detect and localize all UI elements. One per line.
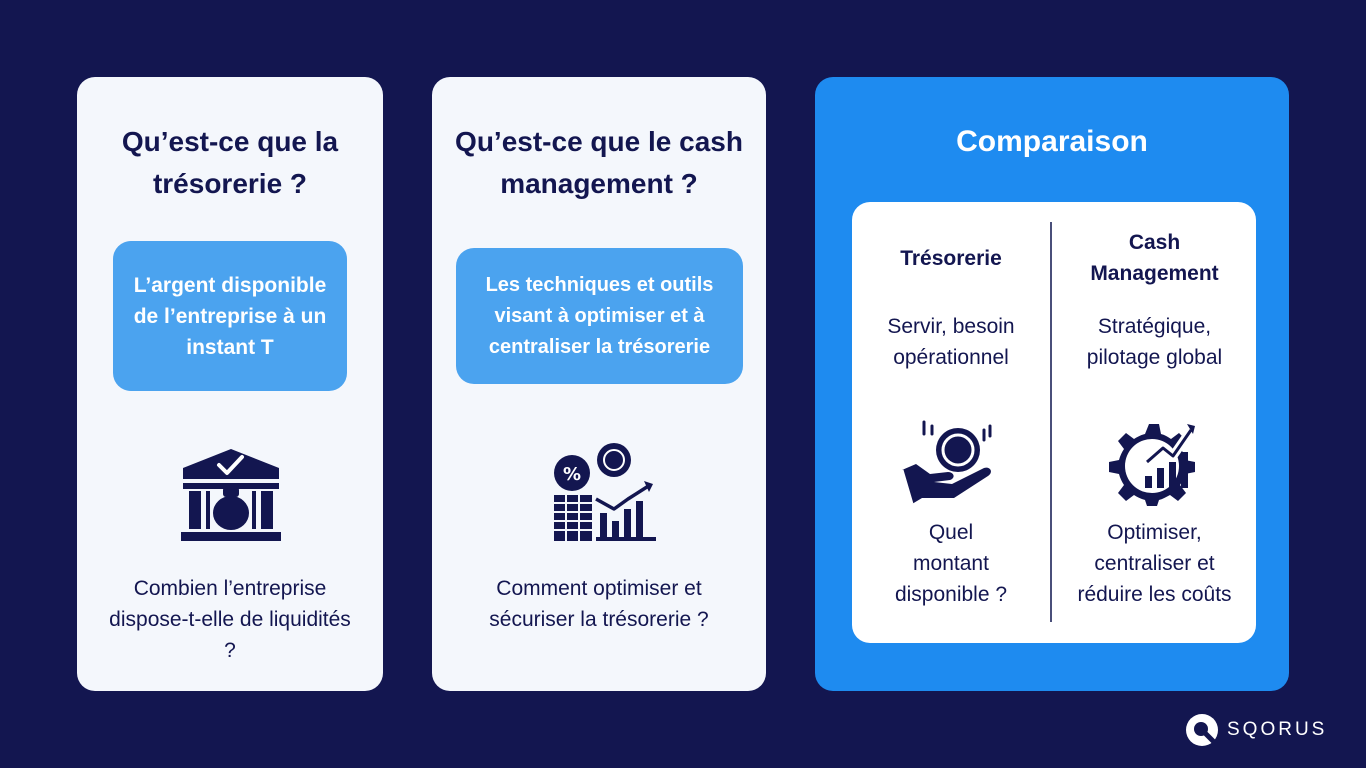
- comparison-card: [815, 77, 1289, 691]
- hand-coin-icon: [900, 420, 996, 504]
- cash-management-card-title: Qu’est-ce que le cash management ?: [455, 126, 743, 199]
- tresorerie-definition: L’argent disponible de l’entreprise à un instant T: [113, 241, 347, 391]
- svg-text:%: %: [562, 464, 582, 485]
- comparison-role-cash-management: Stratégique, pilotage global: [1086, 315, 1223, 369]
- comparison-question-tresorerie: Quel montant disponible ?: [894, 521, 1008, 606]
- comparison-divider: [1050, 222, 1052, 622]
- comparison-column-cash-management: [1053, 202, 1256, 643]
- gear-growth-chart-icon: [1107, 418, 1197, 506]
- tresorerie-card: [77, 77, 383, 691]
- sqorus-logo-icon: [1184, 712, 1220, 748]
- cash-management-question: Comment optimiser et sécuriser la trésorerie ?: [489, 577, 709, 631]
- tresorerie-question: Combien l’entreprise dispose-t-elle de liquidités ?: [109, 577, 351, 662]
- brand-logo: [1184, 712, 1334, 748]
- comparison-column-tresorerie: [852, 202, 1050, 643]
- comparison-heading-cash-management: Cash Management: [1090, 231, 1219, 285]
- comparison-table: [852, 202, 1256, 643]
- brand-name: SQORUS: [1227, 719, 1328, 740]
- comparison-title: Comparaison: [956, 125, 1148, 158]
- bank-money-bag-icon: [181, 449, 281, 541]
- cash-management-definition: Les techniques et outils visant à optimiser et à centraliser la trésorerie: [456, 248, 743, 384]
- comparison-goal-cash-management: Optimiser, centraliser et réduire les coûts: [1077, 521, 1232, 606]
- finance-growth-chart-icon: [552, 441, 658, 541]
- cash-management-card: [432, 77, 766, 691]
- comparison-role-tresorerie: Servir, besoin opérationnel: [887, 315, 1015, 369]
- comparison-heading-tresorerie: Trésorerie: [900, 247, 1002, 270]
- tresorerie-card-title: Qu’est-ce que la trésorerie ?: [121, 126, 339, 199]
